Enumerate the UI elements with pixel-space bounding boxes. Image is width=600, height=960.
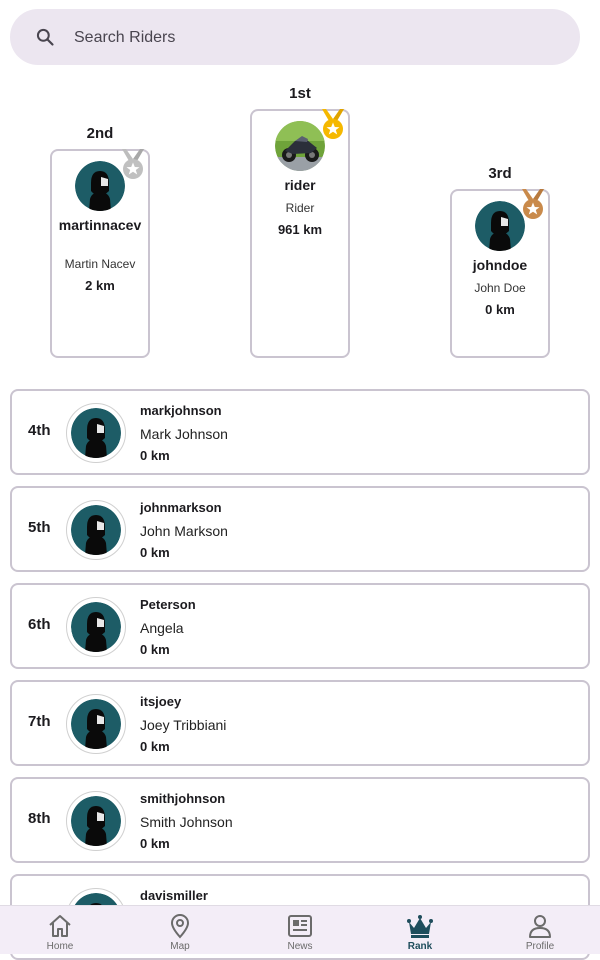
avatar: [66, 500, 126, 560]
podium-full-name: Martin Nacev: [64, 257, 136, 271]
news-icon: [286, 912, 314, 940]
podium-distance: 0 km: [485, 302, 515, 317]
row-username: smithjohnson: [140, 791, 226, 806]
ranking-row[interactable]: [10, 486, 590, 572]
silver-medal-icon: [118, 149, 148, 181]
row-full-name: Mark Johnson: [140, 426, 228, 442]
row-distance: 0 km: [140, 739, 170, 754]
podium-card-first[interactable]: [250, 109, 350, 358]
map-pin-icon: [166, 912, 194, 940]
row-username: markjohnson: [140, 403, 222, 418]
row-full-name: Joey Tribbiani: [140, 717, 227, 733]
row-full-name: John Markson: [140, 523, 228, 539]
podium-distance: 2 km: [85, 278, 115, 293]
podium-card-second[interactable]: [50, 149, 150, 358]
crown-icon: [406, 912, 434, 940]
ranking-row[interactable]: [10, 777, 590, 863]
row-username: itsjoey: [140, 694, 182, 709]
row-distance: 0 km: [140, 836, 170, 851]
rank-label: 7th: [28, 713, 51, 730]
nav-label: Home: [46, 941, 74, 952]
podium-full-name: Rider: [285, 201, 315, 215]
home-icon: [46, 912, 74, 940]
row-full-name: Smith Johnson: [140, 814, 233, 830]
avatar: [66, 694, 126, 754]
helmet-avatar: [71, 796, 121, 846]
helmet-avatar: [71, 699, 121, 749]
avatar: [66, 597, 126, 657]
podium-username: johndoe: [472, 257, 528, 273]
nav-label: News: [287, 941, 313, 952]
nav-item-news[interactable]: [240, 906, 360, 954]
podium-distance: 961 km: [277, 222, 323, 237]
podium-card-third[interactable]: [450, 189, 550, 358]
gold-medal-icon: [318, 109, 348, 141]
row-distance: 0 km: [140, 545, 170, 560]
profile-icon: [526, 912, 554, 940]
row-username: Peterson: [140, 597, 196, 612]
podium-full-name: John Doe: [474, 281, 526, 295]
row-distance: 0 km: [140, 448, 170, 463]
search-icon: [35, 27, 55, 47]
nav-label: Profile: [525, 941, 555, 952]
rank-label: 4th: [28, 422, 51, 439]
rank-label: 6th: [28, 616, 51, 633]
search-bar[interactable]: [10, 9, 580, 65]
helmet-avatar: [71, 602, 121, 652]
podium-place-label: 1st: [289, 85, 311, 102]
nav-item-map[interactable]: [120, 906, 240, 954]
rank-label: 8th: [28, 810, 51, 827]
podium-username: martinnacev: [58, 217, 142, 233]
nav-item-rank[interactable]: [360, 906, 480, 954]
rank-label: 5th: [28, 519, 51, 536]
search-input[interactable]: [72, 9, 556, 67]
ranking-row[interactable]: [10, 389, 590, 475]
nav-item-home[interactable]: [0, 906, 120, 954]
avatar: [66, 403, 126, 463]
row-username: johnmarkson: [140, 500, 222, 515]
podium-place-label: 3rd: [488, 165, 512, 182]
avatar: [66, 791, 126, 851]
ranking-row[interactable]: [10, 680, 590, 766]
nav-item-profile[interactable]: [480, 906, 600, 954]
podium-username: rider: [284, 177, 316, 193]
bottom-navigation: [0, 905, 600, 954]
nav-label: Rank: [407, 941, 433, 952]
bronze-medal-icon: [518, 189, 548, 221]
helmet-avatar: [71, 505, 121, 555]
ranking-row[interactable]: [10, 583, 590, 669]
row-username: davismiller: [140, 888, 208, 903]
row-full-name: Angela: [140, 620, 184, 636]
podium-place-label: 2nd: [86, 125, 114, 142]
row-distance: 0 km: [140, 642, 170, 657]
helmet-avatar: [71, 408, 121, 458]
nav-label: Map: [170, 941, 190, 952]
